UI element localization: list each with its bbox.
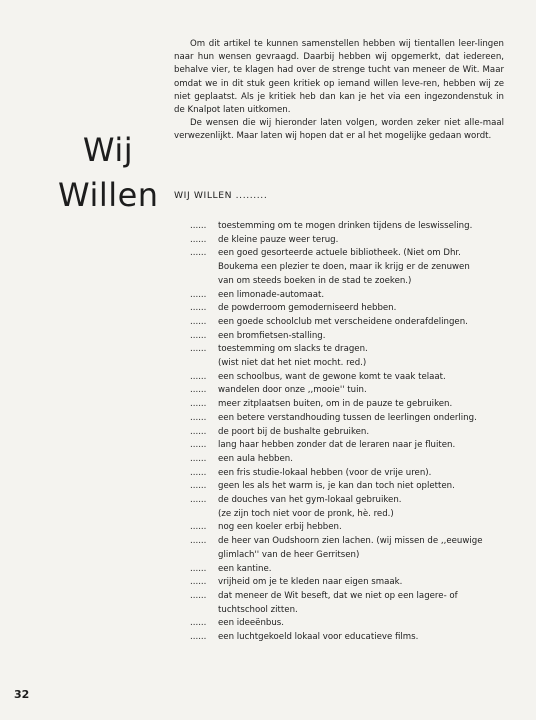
list-item [190,412,510,426]
list-item-line: (ze zijn toch niet voor de pronk, hè. red.) [218,508,394,519]
list-item-text [218,343,510,370]
list-item [190,494,510,521]
list-item [190,576,510,590]
list-item-dots: ...... [190,467,207,478]
wish-list [190,220,510,645]
list-item-dots: ...... [190,632,207,643]
list-item [190,453,510,467]
list-item-line: een schoolbus, want de gewone komt te vaak telaat. [218,371,446,382]
list-item-line: een limonade-automaat. [218,289,325,300]
list-item-text [218,494,510,521]
list-item-text [218,412,510,426]
list-item-text [218,467,510,481]
list-item [190,480,510,494]
list-item [190,234,510,248]
list-item [190,563,510,577]
list-item-text [218,576,510,590]
intro-paragraph-2: De wensen die wij hieronder laten volgen, worden zeker niet alle-maal verwezenlijkt. Maar laten wij hopen dat er al het mogelijke gedaan wordt. [174,118,504,142]
intro-paragraph-1: Om dit artikel te kunnen samenstellen hebben wij tientallen leer-lingen naar hun wensen gevraagd. Daarbij hebben wij opgemerkt, dat iedereen, behalve vier, te klagen had over de strenge tucht van meneer de Wit. Maar omdat we in dit stuk geen kritiek op iemand willen leve-ren, hebben wij ze niet geplaatst. Als je kritiek heb dan kan je het via een ingezondenstuk in de Knalpot laten uitkomen. [174,39,504,116]
list-item-line: een bromfietsen-stalling. [218,330,326,341]
list-item-dots: ...... [190,481,207,492]
list-item [190,521,510,535]
list-item-line: een luchtgekoeld lokaal voor educatieve films. [218,632,419,643]
list-item-text [218,247,510,288]
list-item-line: dat meneer de Wit beseft, dat we niet op een lagere- of [218,590,458,601]
list-item-dots: ...... [190,330,207,341]
list-item-dots: ...... [190,303,207,314]
list-item-line: vrijheid om je te kleden naar eigen smaak. [218,577,403,588]
list-item [190,371,510,385]
list-item-dots: ...... [190,399,207,410]
list-item-dots: ...... [190,590,207,601]
list-item-dots: ...... [190,344,207,355]
list-item-line: een goed gesorteerde actuele bibliotheek. (Niet om Dhr. [218,248,461,259]
list-item-dots: ...... [190,412,207,423]
list-item-line: een kantine. [218,563,272,574]
list-item-dots: ...... [190,522,207,533]
list-item [190,247,510,288]
list-item-text [218,398,510,412]
list-item-line: de kleine pauze weer terug. [218,234,339,245]
list-item [190,631,510,645]
list-item-dots: ...... [190,221,207,231]
title-line-2: Willen [58,176,159,214]
list-item-text [218,316,510,330]
list-item-line: de heer van Oudshoorn zien lachen. (wij missen de ,,eeuwige [218,536,483,547]
list-item-dots: ...... [190,371,207,382]
list-item-line: toestemming om slacks te dragen. [218,344,368,355]
list-item-text [218,234,510,248]
list-item-line: wandelen door onze ,,mooie'' tuin. [218,385,367,396]
list-item [190,467,510,481]
intro-text [174,38,504,144]
list-item-line: glimlach'' van de heer Gerritsen) [218,549,360,560]
list-item-text [218,302,510,316]
list-item-line: de poort bij de bushalte gebruiken. [218,426,370,437]
list-item-dots: ...... [190,495,207,506]
list-item-dots: ...... [190,440,207,451]
list-item-dots: ...... [190,563,207,574]
list-item [190,590,510,617]
list-item-dots: ...... [190,385,207,396]
list-item [190,316,510,330]
list-item-text [218,330,510,344]
title-line-1: Wij [82,131,134,169]
list-item-text [218,220,510,234]
list-item-text [218,521,510,535]
list-item-dots: ...... [190,618,207,629]
list-item-text [218,480,510,494]
list-item-dots: ...... [190,536,207,547]
list-item-line: de powderroom gemoderniseerd hebben. [218,303,397,314]
list-heading: WIJ WILLEN ......... [174,190,268,201]
list-item-text [218,371,510,385]
list-item-dots: ...... [190,426,207,437]
list-item-dots: ...... [190,453,207,464]
list-item-line: een fris studie-lokaal hebben (voor de vrije uren). [218,467,432,478]
list-item [190,426,510,440]
list-item [190,384,510,398]
list-item-dots: ...... [190,316,207,327]
list-item-text [218,631,510,645]
list-item [190,439,510,453]
list-item-line: een goede schoolclub met verscheidene onderafdelingen. [218,316,468,327]
list-item-line: (wist niet dat het niet mocht. red.) [218,358,367,369]
list-item-line: lang haar hebben zonder dat de leraren naar je fluiten. [218,440,456,451]
list-item [190,535,510,562]
list-item-text [218,426,510,440]
list-item-dots: ...... [190,248,207,259]
list-item-line: nog een koeler erbij hebben. [218,522,342,533]
list-item-dots: ...... [190,577,207,588]
list-item-dots: ...... [190,234,207,245]
list-item [190,343,510,370]
list-item [190,330,510,344]
list-item-line: toestemming om te mogen drinken tijdens de leswisseling. [218,221,473,231]
list-item-text [218,590,510,617]
article-title [58,128,158,218]
list-item-line: een ideeënbus. [218,618,285,629]
list-item-text [218,453,510,467]
list-item [190,617,510,631]
list-item [190,398,510,412]
list-item-line: van om steeds boeken in de stad te zoeken.) [218,275,412,286]
list-item-dots: ...... [190,289,207,300]
list-item-line: een aula hebben. [218,453,293,464]
list-item [190,289,510,303]
list-item-line: Boukema een plezier te doen, maar ik krijg er de zenuwen [218,262,470,273]
list-item-text [218,439,510,453]
page-number: 32 [14,688,30,701]
list-item-text [218,289,510,303]
list-item [190,220,510,234]
list-item-line: meer zitplaatsen buiten, om in de pauze te gebruiken. [218,399,453,410]
list-item [190,302,510,316]
list-item-line: geen les als het warm is, je kan dan toch niet opletten. [218,481,455,492]
list-item-text [218,563,510,577]
list-item-line: tuchtschool zitten. [218,604,298,615]
list-item-line: de douches van het gym-lokaal gebruiken. [218,495,402,506]
list-item-text [218,384,510,398]
list-item-line: een betere verstandhouding tussen de leerlingen onderling. [218,412,477,423]
list-item-text [218,617,510,631]
list-item-text [218,535,510,562]
